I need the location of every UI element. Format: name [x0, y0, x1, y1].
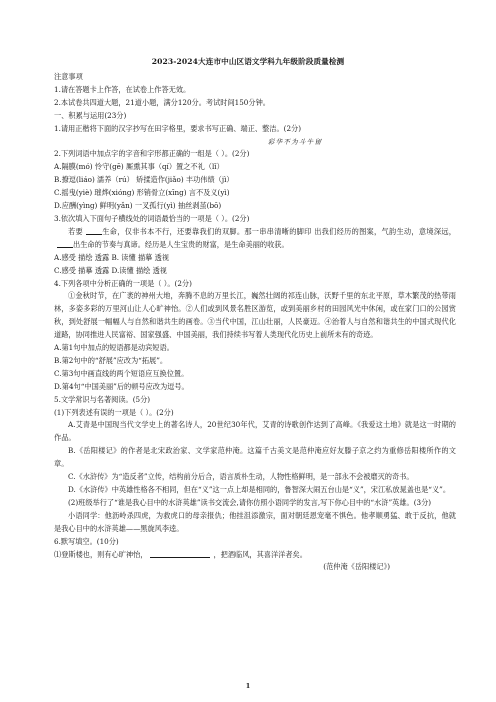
option-paragraph: D.《水浒传》中英雄性格各不相同，但在“义”这一点上却是相同的，鲁智深大闹五台山是“义”，宋江私放晁盖也是“义”。 [68, 485, 451, 494]
option-line: C.摇曳(yiè) 璀烨(xióng) 形销骨立(xīng) 言不及义(yì) [54, 188, 230, 198]
exam-content [54, 71, 456, 574]
option-paragraph: C.《水浒传》为“造反者”立传，结构前分后合，语言质朴生动，人物性格鲜明，是一部永不会被磨灭的奇书。 [68, 472, 414, 482]
fill-in-line [54, 549, 456, 562]
option-line: B.第2句中的“舒展”应改为“拓展”。 [54, 355, 168, 365]
option-line: A.第1句中加点的短语都是动宾短语。 [54, 343, 174, 353]
question-5-1: (1)下列表述有误的一项是（ ）。(2分) [54, 407, 174, 417]
question-5-2: (2)班级举行了“谁是我心目中的水浒英雄”读书交流会,请你仿照小语同学的发言,写下你心目中的“水浒”英雄。(3分) [68, 497, 432, 507]
q3-passage [54, 226, 456, 252]
fill-in-text: ，把酒临风，其喜洋洋者矣。 [213, 549, 307, 559]
option-line: B.撩逗(liáo) 濡养（rú） 矫揉造作(jiǎo) 丰功伟绩（jì） [54, 175, 234, 185]
question-6: 6.默写填空。(10分) [54, 536, 119, 546]
answer-blank[interactable] [86, 226, 102, 235]
fill-in-text: ⑴登斯楼也，则有心旷神怡， [54, 549, 148, 559]
q4-passage: ①金秋时节，在广袤的神州大地，奔腾不息的万里长江，巍然壮阔的祁连山脉，沃野千里的东北平原，草木繁茂的热带雨林，多姿多彩的万里河山让人心旷神怡。②人们或到风景名胜区游览，或到美丽乡村的田园风光中休闲，或在家门口的公园赏秋，到处舒展一幅幅人与自然和谐共生的画卷。③当代中国，江山壮丽，人民豪迈。④治着人与自然和谐共生的中国式现代化道路，协同推进人民富裕、国家强盛、中国美丽，我们持续书写着人类现代化历史上前所未有的奇迹。 [54, 291, 456, 340]
option-paragraph: B.《岳阳楼记》的作者是北宋政治家、文学家范仲淹。这篇千古美文是范仲淹应好友滕子京之约为重修岳阳楼所作的文章。 [54, 446, 456, 469]
question-2: 2.下列词语中加点字的字音和字形都正确的一组是（ ）。(2分) [54, 149, 250, 159]
source-citation: (范仲淹《岳阳楼记》) [323, 562, 390, 572]
option-line: D.第4句“中国美丽”后的顿号应改为逗号。 [54, 381, 189, 391]
exam-title: 2023-2024大连市中山区语文学科九年级阶段质量检测 [151, 57, 345, 66]
option-paragraph: A.艾青是中国现当代文学史上的著名诗人，20世纪30年代，艾青的诗歌创作达到了高峰。《我爱这土地》就是这一时期的作品。 [54, 420, 456, 443]
section-heading: 一、积累与运用(23分) [54, 110, 127, 120]
sample-answer: 小语同学：他沥岭杀四虎，为救虎口的母亲报仇；他挂沮添激宗，面对朝廷恩宠毫不惧色。他孝顺勇猛、敢于反抗，他就是我心目中的水浒英雄——黑旋风李逵。 [54, 510, 456, 533]
note-line: 1.请在答题卡上作答，在试卷上作答无效。 [54, 84, 191, 94]
question-3: 3.依次填入下面句子横线处的词语最恰当的一项是（ ）。(2分) [54, 213, 250, 223]
page-number: 1 [245, 682, 251, 690]
q3-passage-part: 若要 [68, 226, 83, 236]
note-line: 2.本试卷共四道大题，21道小题，满分120分。考试时间150分钟。 [54, 97, 270, 107]
q3-passage-part: 生命，仅非书本不行，还要靠我们的双脚。那一串串清晰的脚印 出我们经历的图案，气韵生动，意境深远， [101, 226, 456, 236]
option-line: A.隔膜(mó) 怜守(gē) 厮熏其事（qí）置之不礼（lǐ） [54, 162, 224, 172]
notes-heading: 注意事项 [54, 72, 83, 81]
copy-text: 彩华不为斗牛留 [267, 137, 323, 146]
q3-passage-part: 出生命的节奏与真谛。经历是人生宝贵的财富，是生命美丽的收获。 [73, 239, 289, 249]
question-5: 5.文学常识与名著阅读。(5分) [54, 394, 151, 404]
option-line: D.应酬(yìng) 鲜明(yǎn) 一叉孤行(yì) 抽丝剥茧(bō) [54, 201, 222, 211]
answer-blank[interactable] [57, 239, 73, 248]
option-line: A.感受 描绘 透露 B. 读懂 描摹 透视 [54, 252, 170, 262]
answer-blank[interactable] [150, 549, 210, 558]
option-line: C.第3句中画直线的两个短语应互换位置。 [54, 368, 189, 378]
option-line: C.感受 描摹 透露 D.读懂 描绘 透视 [54, 265, 167, 275]
question-4: 4.下列各项中分析正确的一项是（ ）。(2分) [54, 278, 192, 288]
question-1: 1.请用正楷将下面的汉字抄写在田字格里，要求书写正确、端正、整洁。(2分) [54, 123, 302, 133]
